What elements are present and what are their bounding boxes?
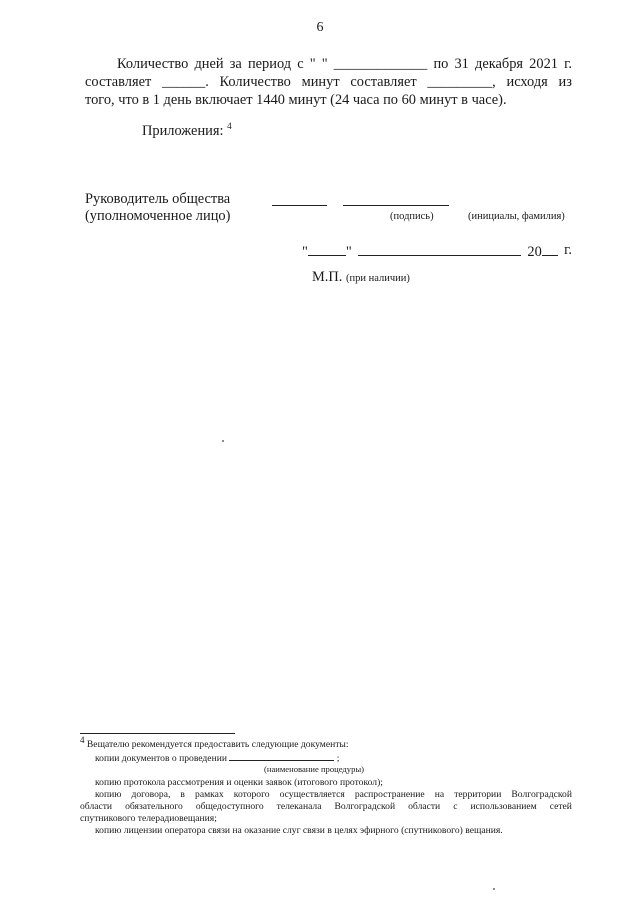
paragraph-word: минут [301, 74, 340, 90]
paragraph-word: 31 [454, 56, 469, 72]
paragraph-line-1 [117, 55, 572, 73]
page-number: 6 [316, 20, 324, 35]
position-subtitle: (уполномоченное лицо) [85, 208, 231, 224]
name-line [343, 205, 449, 206]
signature-line [272, 205, 327, 206]
footnote-word: использованием [470, 801, 537, 812]
footnote-word: которого [233, 789, 270, 800]
paragraph-word: из [558, 74, 572, 90]
footnote-word: распространение [354, 789, 425, 800]
scan-speck [493, 888, 495, 890]
footnote-word: Волгоградской [511, 789, 572, 800]
footnote-word: в [180, 789, 185, 800]
footnote-word: рамках [195, 789, 224, 800]
footnote-item-2: копию протокола рассмотрения и оценки заявок (итогового протокол); [95, 777, 383, 788]
paragraph-word: " [321, 56, 328, 72]
paragraph-word: с [297, 56, 304, 72]
footnote-word: обязательного [125, 801, 183, 812]
paragraph-word: Количество [117, 56, 189, 72]
date-row [302, 242, 572, 261]
footnote-item-4: копию лицензии оператора связи на оказание слуг связи в целях эфирного (спутникового) вещания. [95, 825, 503, 836]
scan-speck [222, 440, 224, 442]
name-caption: (инициалы, фамилия) [468, 211, 565, 222]
footnote-item-3-line-2 [80, 801, 572, 813]
footnote-intro: 4 Вещателю рекомендуется предоставить следующие документы: [80, 734, 349, 750]
paragraph-word: Количество [219, 74, 291, 90]
footnote-item-1-caption: (наименование процедуры) [264, 764, 365, 774]
month-blank [358, 242, 521, 256]
attachments-label-text: Приложения: [142, 123, 224, 139]
paragraph-line-2 [85, 73, 572, 91]
footnote-word: области [80, 801, 113, 812]
date-year: 20 [527, 242, 557, 261]
year-suffix: г. [564, 242, 572, 258]
paragraph-word: дней [194, 56, 224, 72]
paragraph-word: за [229, 56, 242, 72]
paragraph-line-3: того, что в 1 день включает 1440 минут (24 часа по 60 минут в часе). [85, 92, 507, 108]
footnote-word: телеканала [276, 801, 322, 812]
stamp-placeholder: М.П. (при наличии) [312, 269, 410, 285]
date-day: " " [302, 244, 352, 260]
footnote-word: копию [95, 789, 122, 800]
footnote-item-1: копии документов о проведении ; [95, 753, 340, 764]
paragraph-word: период [247, 56, 292, 72]
footnote-separator [80, 733, 235, 734]
footnote-word: Волгоградской [334, 801, 396, 812]
footnote-item-3-line-3: спутникового телерадиовещания; [80, 813, 217, 824]
paragraph-word: " [309, 56, 316, 72]
footnote-word: области [408, 801, 441, 812]
year-blank [542, 242, 558, 256]
paragraph-word: составляет [350, 74, 417, 90]
footnote-word: сетей [549, 801, 572, 812]
footnote-item-3-line-1 [95, 789, 572, 801]
paragraph-word: _________, [427, 74, 496, 90]
paragraph-word: _____________ [333, 56, 428, 72]
footnote-ref: 4 [227, 121, 232, 132]
signature-caption: (подпись) [390, 211, 434, 222]
footnote-word: территории [454, 789, 502, 800]
procedure-blank [229, 751, 334, 761]
paragraph-word: ______. [162, 74, 209, 90]
position-title: Руководитель общества [85, 191, 231, 207]
footnote-word: на [434, 789, 445, 800]
attachments-label [142, 123, 232, 140]
day-blank [308, 242, 346, 256]
paragraph-word: 2021 [529, 56, 558, 72]
paragraph-word: декабря [475, 56, 524, 72]
footnote-word: договора, [131, 789, 171, 800]
paragraph-word: по [433, 56, 449, 72]
paragraph-word: исходя [506, 74, 548, 90]
footnote-word: с [453, 801, 458, 812]
paragraph-word: г. [564, 56, 572, 72]
footnote-word: осуществляется [279, 789, 345, 800]
footnote-word: общедоступного [195, 801, 264, 812]
paragraph-word: составляет [85, 74, 152, 90]
